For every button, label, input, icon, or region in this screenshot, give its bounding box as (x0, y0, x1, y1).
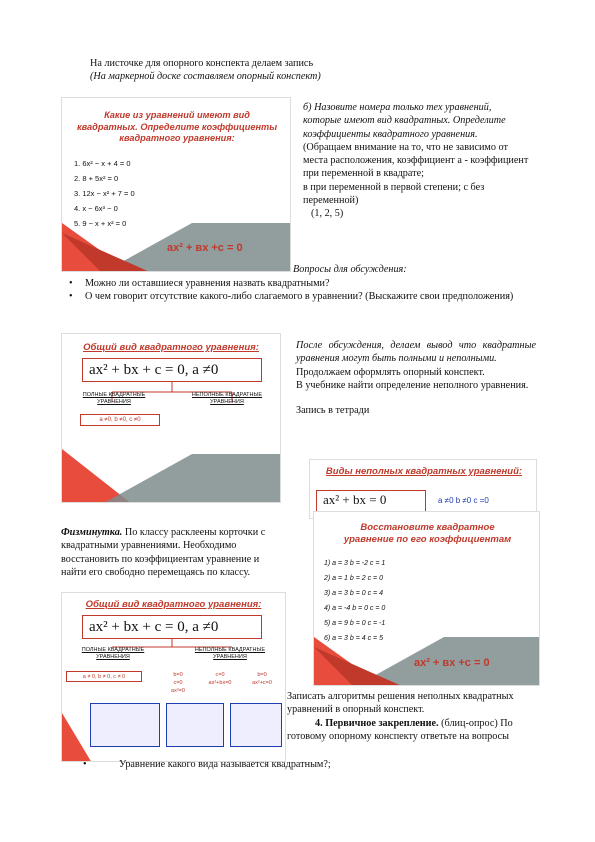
slide5-decoration (62, 713, 102, 762)
slide5-case-1 (158, 671, 198, 695)
slide2-formula-box (82, 358, 262, 382)
equation-item: 1. 6x² − x + 4 = 0 (74, 159, 131, 168)
coefficient-row: 3) a = 3 b = 0 c = 4 (324, 590, 383, 597)
bullet-marker: • (83, 759, 87, 770)
slide5-case-3 (242, 671, 282, 687)
slide5-partial-label: НЕПОЛНЫЕ КВАДРАТНЫЕ УРАВНЕНИЯ (194, 647, 266, 661)
discussion-heading: Вопросы для обсуждения: (293, 264, 407, 275)
slide5-case-2 (200, 671, 240, 687)
slide3-formula: ax² + bx = 0 (316, 490, 426, 512)
slide1-equation-list (74, 156, 135, 231)
coefficient-row: 6) a = 3 b = 4 c = 5 (324, 635, 383, 642)
slide1-title-line3: квадратного уравнения: (119, 133, 235, 143)
slide4-title (314, 522, 540, 547)
slide4-title-line2: уравнение по его коэффициентам (343, 534, 512, 546)
slide2-decoration (62, 449, 281, 503)
fizminutka-text: По классу расклеены корточки с квадратными уравнениями. Необходимо восстановить по коэффициентам уравнение и найти его свободно перемещаясь по классу. (61, 527, 266, 578)
slide4-coefficient-list (324, 556, 385, 646)
discussion-question-1: • Можно ли оставшиеся уравнения назвать квадратными? (64, 277, 534, 290)
coefficient-row: 2) a = 1 b = 2 c = 0 (324, 575, 383, 582)
intro-block (90, 57, 390, 84)
intro-line1: На листочке для опорного конспекта делаем запись (90, 58, 314, 69)
slide-restore-equation (313, 511, 540, 686)
equation-item: 5. 9 − x + x² = 0 (74, 219, 127, 228)
slide1-formula: ax² + вx +c = 0 (167, 242, 243, 254)
slide-quadratic-equations (61, 97, 291, 272)
right1-p3: в при переменной в первой степени; с без переменной) (303, 181, 485, 206)
discussion-list (64, 277, 534, 304)
equation-item: 3. 12x − x² + 7 = 0 (74, 189, 135, 198)
slide4-formula: ax² + вx +c = 0 (414, 657, 490, 669)
right1-p4: (1, 2, 5) (311, 208, 344, 219)
discussion-question-2: • О чем говорит отсутствие какого-либо слагаемого в уравнении? (Выскажите свои предположения) (64, 290, 534, 303)
right1-p1: б) Назовите номера только тех уравнений, которые имеют вид квадратных. Определите коэффициенты квадратного уравнения. (303, 102, 506, 140)
last-bullet-text: Уравнение какого вида называется квадратным?; (119, 759, 331, 770)
coefficient-row: 5) a = 9 b = 0 c = -1 (324, 620, 386, 627)
case2-c: c=0 (215, 672, 225, 678)
right2-p1b: Продолжаем оформлять опорный конспект. (296, 366, 485, 378)
case2-eq: ax²+bx=0 (208, 680, 232, 686)
intro-line2: (На маркерной доске составляем опорный конспект) (90, 71, 321, 83)
slide5-full-label: ПОЛНЫЕ КВАДРАТНЫЕ УРАВНЕНИЯ (81, 647, 145, 661)
equation-item: 2. 8 + 5x² = 0 (74, 174, 119, 183)
slide5-title: Общий вид квадратного уравнения: (85, 599, 262, 610)
case1-c: c=0 (173, 680, 183, 686)
right2-p1: После обсуждения, делаем вывод что квадратные уравнения могут быть полными и неполными. (296, 340, 536, 365)
right1-p2: (Обращаем внимание на то, что не зависимо от места расположения, коэффициент a - коэффициент при переменной в квадрате; (303, 141, 529, 180)
algorithm-box-2 (166, 703, 224, 747)
slide5-formula: ax² + bx + c = 0, a ≠0 (82, 615, 262, 639)
coefficient-row: 4) a = -4 b = 0 c = 0 (324, 605, 386, 612)
right3-p2-label: 4. Первичное закрепление. (315, 717, 439, 729)
case3-b: b=0 (257, 672, 267, 678)
right-text-2 (296, 339, 536, 417)
right2-p2: В учебнике найти определение неполного уравнения. (296, 379, 529, 391)
slide-general-form-algorithms (61, 592, 286, 762)
slide5-full-conditions: a ≠ 0, b ≠ 0, c ≠ 0 (66, 671, 142, 682)
slide-partial-types (309, 459, 537, 519)
right-text-3 (287, 690, 537, 743)
slide2-partial-label: НЕПОЛНЫЕ КВАДРАТНЫЕ УРАВНЕНИЯ (191, 392, 263, 406)
last-bullet (83, 758, 523, 771)
slide2-conditions: a ≠0, b ≠0, c ≠0 (80, 414, 160, 426)
slide2-formula: ax² + bx + c = 0, a ≠0 (89, 362, 219, 378)
slide4-title-line1: Восстановите квадратное (360, 522, 495, 533)
slide3-title: Виды неполных квадратных уравнений: (325, 466, 523, 477)
right-text-1 (303, 101, 531, 220)
right3-p1: Записать алгоритмы решения неполных квадратных уравнений в опорный конспект. (287, 691, 514, 716)
fizminutka-block (61, 526, 286, 579)
slide-general-form (61, 333, 281, 503)
right3-p2-text: (блиц-опрос) По готовому опорному конспекту ответьте на вопросы (287, 717, 513, 742)
equation-item: 4. x − 6x³ − 0 (74, 204, 118, 213)
case1-b: b=0 (173, 672, 183, 678)
slide3-conditions: a ≠0 b ≠0 c =0 (438, 496, 489, 505)
slide2-full-label: ПОЛНЫЕ КВАДРАТНЫЕ УРАВНЕНИЯ (82, 392, 146, 406)
case3-eq: ax²+c=0 (252, 680, 272, 686)
algorithm-box-3 (230, 703, 282, 747)
slide1-title (66, 110, 288, 145)
slide1-title-line1: Какие из уравнений имеют вид (104, 110, 250, 120)
case1-eq: ax²=0 (171, 688, 185, 694)
coefficient-row: 1) a = 3 b = -2 c = 1 (324, 560, 386, 567)
slide1-title-line2: квадратных. Определите коэффициенты (76, 121, 278, 132)
right2-p3: Запись в тетради (296, 405, 370, 416)
right3-p2 (287, 717, 537, 744)
fizminutka-label: Физминутка. (61, 527, 123, 538)
slide2-title: Общий вид квадратного уравнения: (83, 342, 259, 353)
